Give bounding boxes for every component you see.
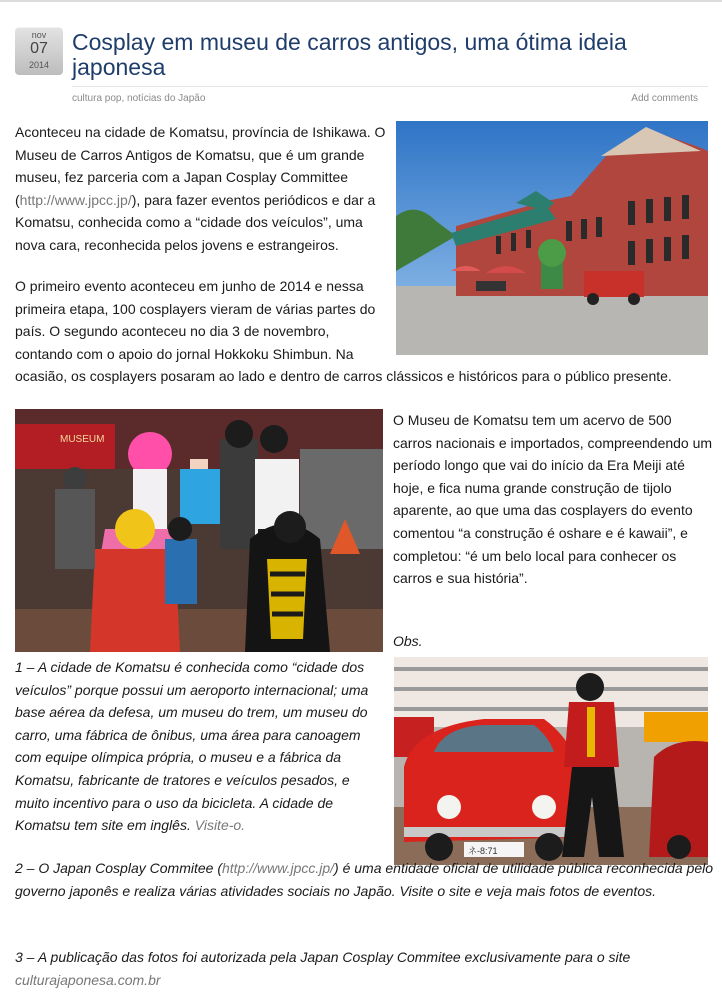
add-comments-link[interactable]: Add comments [631,93,698,104]
note-3 [15,946,715,991]
paragraph-intro [15,121,387,257]
jpcc-link-2[interactable]: http://www.jpcc.jp/ [221,860,335,876]
date-day: 07 [30,40,48,57]
cosplayers-group-photo [15,409,383,652]
note-2 [15,857,715,902]
paragraph-first-event-cont: ocasião, os cosplayers posaram ao lado e dentro de carros clássicos e históricos para o público presente. [15,368,672,384]
note-2-text-a: 2 – O Japan Cosplay Commitee ( [15,860,222,876]
top-border [0,0,722,2]
note-2-text-b: ) é uma entidade oficial de utilidade pública reconhecida pelo governo japonês e realiza várias atividades sociais no Japão. Visite o site e veja mais fotos de eventos. [15,860,714,899]
museum-building-photo [396,121,708,355]
paragraph-collection: O Museu de Komatsu tem um acervo de 500 carros nacionais e importados, compreendendo um período longo que vai do início da Era Meiji até hoje, e fica numa grande construção de tijolo aparente, ao que uma das cosplayers do evento comentou “a construção é oshare e é kawaii”, e completou: “é um belo local para conhecer os carros e sua história”. [393,412,713,587]
obs-label: Obs. [393,633,423,649]
note-1 [15,656,377,837]
visit-link[interactable]: Visite-o. [194,817,246,834]
paragraph-first-event: O primeiro evento aconteceu em junho de 2014 e nessa primeira etapa, 100 cosplayers vieram de várias partes do país. O segundo aconteceu no dia 3 de novembro, contando com o apoio do jornal Hokkoku Shimbun. Na [15,278,376,362]
post-title[interactable]: Cosplay em museu de carros antigos, uma ótima ideia japonesa [72,29,627,80]
meta-divider [72,86,708,87]
note-1-text: 1 – A cidade de Komatsu é conhecida como “cidade dos veículos” porque possui um aeroporto internacional; uma base aérea da defesa, um museu do trem, um museu do carro, uma fábrica de ônibus, uma área para canoagem com equipe olímpica própria, o museu e a fábrica da Komatsu, fabricante de tratores e veículos pesados, e muito incentivo para o uso da bicicleta. A cidade de Komatsu tem site em inglês. [15,659,369,834]
jpcc-link[interactable]: http://www.jpcc.jp/ [19,191,132,208]
paragraph-intro-text-a: Aconteceu na cidade de Komatsu, província de Ishikawa. O Museu de Carros Antigos de Komatsu, que é um grande museu, fez parceria com a Japan Cosplay Committee ( [15,124,386,208]
car-plate-text: ネ-8:71 [468,846,498,856]
date-year: 2014 [28,60,50,70]
site-link[interactable]: culturajaponesa.com.br [15,971,161,988]
museum-sign-text: MUSEUM [60,434,105,445]
date-month: nov [31,30,47,40]
paragraph-intro-text-b: ), para fazer eventos periódicos e dar a Komatsu, conhecida como a “cidade dos veículos”, uma nova cara, reconhecida pelos jovens e estrangeiros. [15,191,376,253]
note-3-text: 3 – A publicação das fotos foi autorizada pela Japan Cosplay Commitee exclusivamente para o site [15,949,631,965]
post-categories[interactable]: cultura pop, notícias do Japão [72,93,206,104]
red-car-cosplayer-photo [394,657,708,865]
date-badge [15,27,63,75]
